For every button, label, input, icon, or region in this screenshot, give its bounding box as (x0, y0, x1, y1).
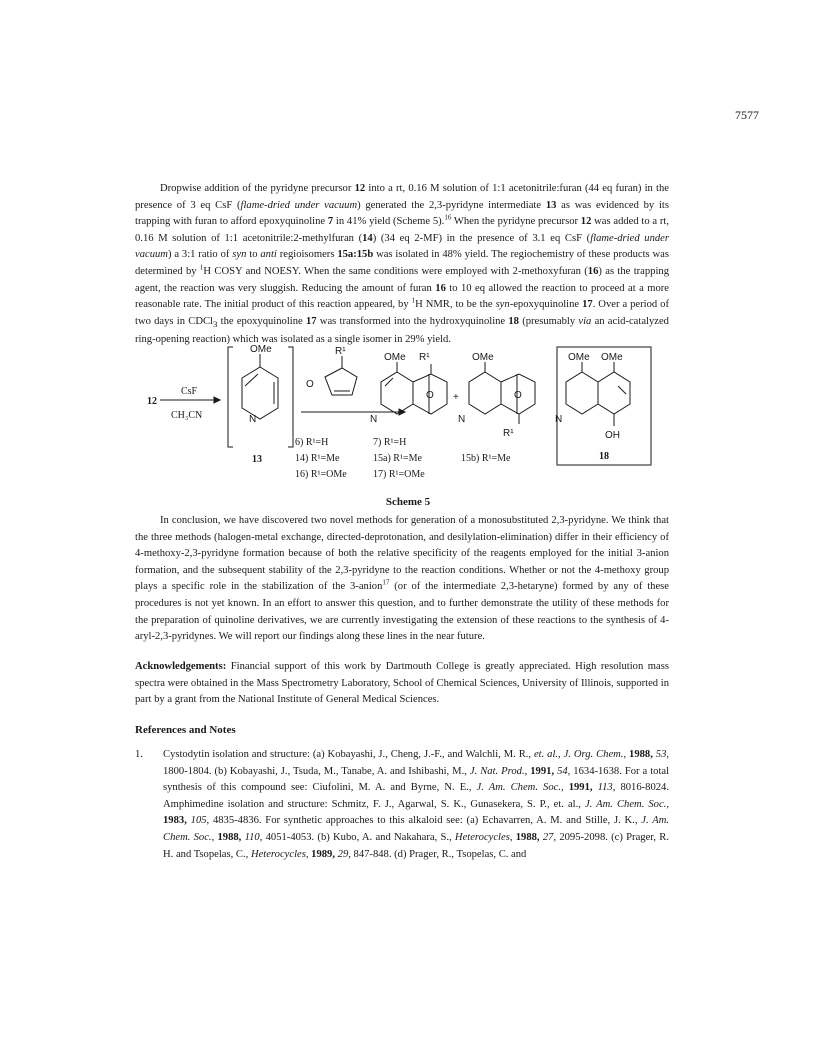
reagent-bottom: CH₃CN (171, 410, 203, 421)
reference-item (135, 747, 669, 863)
intermediate-label: 13 (252, 454, 262, 465)
o-syn: O (426, 390, 434, 401)
n-18: N (555, 414, 563, 425)
reference-number: 1. (135, 749, 143, 760)
plus-sign: + (453, 392, 459, 403)
scheme-caption: Scheme 5 (385, 496, 431, 508)
furan-label-3: 16) R¹=OMe (295, 469, 347, 480)
acknowledgements (135, 659, 669, 709)
o-furan: O (306, 379, 314, 390)
oh-18: OH (605, 430, 620, 441)
reaction-scheme-svg (135, 342, 675, 492)
body-paragraph-1: Dropwise addition of the pyridyne precursor 12 into a rt, 0.16 M solution of 1:1 acetonitrile:furan (44 eq furan) in the presence of 3 eq CsF (flame-dried under vacuum) generated the 2,3-pyridyne intermediate 13 as was evidenced by its trapping with furan to afford epoxyquinoline 7 in 41% yield (Scheme 5).$^{16}$ When the pyridyne precursor 12 was added to a rt, 0.16 M solution of 1:1 acetonitrile:2-methylfuran (14) (34 eq 2-MF) in the presence of 3.1 eq CsF (flame-dried under vacuum) a 3:1 ratio of syn to anti regioisomers 15a:15b was isolated in 48% yield. The regiochemistry of these products was determined by $^1$H COSY and NOESY. When the same conditions were employed with 2-methoxyfuran (16) as the trapping agent, the reaction was very sluggish. Reducing the amount of furan 16 to 10 eq allowed the reaction to proceed at a more reasonable rate. The initial product of this reaction appeared, by $^1$H NMR, to be the syn-epoxyquinoline 17. Over a period of two days in CDCl$_3$ the epoxyquinoline 17 was transformed into the hydroxyquinoline 18 (presumably via an acid-catalyzed ring-opening reaction) which was isolated as a single isomer in 29% yield. (135, 183, 670, 346)
anti-pyridine-ring (469, 372, 501, 414)
r1-furan: R¹ (335, 346, 346, 357)
r1-anti: R¹ (503, 428, 514, 439)
left-bracket (228, 347, 233, 447)
reactant-label: 12 (147, 396, 157, 407)
ome-anti: OMe (472, 352, 494, 363)
ome-18-left: OMe (568, 352, 590, 363)
anti-label: 15b) R¹=Me (461, 453, 511, 464)
r1-syn: R¹ (419, 352, 430, 363)
acknowledgements-label: Acknowledgements: (135, 661, 227, 672)
quinoline-ring-a (566, 372, 598, 414)
ome-13: OMe (250, 344, 272, 355)
furan-label-1: 6) R¹=H (295, 437, 329, 448)
product-18-label: 18 (599, 451, 609, 462)
page-number: 7577 (735, 108, 759, 122)
syn-label-3: 17) R¹=OMe (373, 469, 425, 480)
furan-label-2: 14) R¹=Me (295, 453, 340, 464)
body-paragraph-2: In conclusion, we have discovered two novel methods for generation of a monosubstituted 2,3-pyridyne. We think that the three methods (halogen-metal exchange, directed-deprotonation, and desilylation-elimination) differ in their efficiency of 4-methoxy-2,3-pyridyne formation because of both the relative specificity of the reagents employed for the initial 3-anion formation, and the subsequent stability of the 2,3-pyridyne to the reaction conditions. Whether or not the 4-methoxy group plays a specific role in the stabilization of the 3-anion$^{17}$ (or of the intermediate 2,3-hetaryne) formed by any of these procedures is not yet known. In an effort to answer this question, and to further demonstrate the utility of these methods for the preparation of quinoline derivatives, we are currently investigating the extension of these reactions to the synthesis of 4-aryl-2,3-pyridynes. We will report our findings along these lines in the near future. (135, 515, 669, 643)
syn-label-1: 7) R¹=H (373, 437, 407, 448)
ome-syn: OMe (384, 352, 406, 363)
reference-text: Cystodytin isolation and structure: (a) Kobayashi, J., Cheng, J.-F., and Walchli, M. R., et. al., J. Org. Chem., 1988, 53, 1800-1804. (b) Kobayashi, J., Tsuda, M., Tanabe, A. and Ishibashi, M., J. Nat. Prod., 1991, 54, 1634-1638. For a total synthesis of this compound see: Ciufolini, M. A. and Byrne, N. E., J. Am. Chem. Soc., 1991, 113, 8016-8024. Amphimedine isolation and structure: Schmitz, F. J., Agarwal, S. K., Gunasekera, S. P., et. al., J. Am. Chem. Soc., 1983, 105, 4835-4836. For synthetic approaches to this alkaloid see: (a) Echavarren, A. M. and Stille, J. K., J. Am. Chem. Soc., 1988, 110, 4051-4053. (b) Kubo, A. and Nakahara, S., Heterocycles, 1988, 27, 2095-2098. (c) Prager, R. H. and Tsopelas, C., Heterocycles, 1989, 29, 847-848. (d) Prager, R., Tsopelas, C. and (163, 749, 670, 860)
n-13: N (249, 414, 257, 425)
arrow-head-1 (214, 397, 220, 403)
pyridyne-ring (242, 367, 278, 419)
references-heading: References and Notes (135, 724, 236, 736)
o-anti: O (514, 390, 522, 401)
reagent-top: CsF (181, 386, 198, 397)
n-anti: N (458, 414, 466, 425)
product-18-box (557, 347, 651, 465)
syn-pyridine-ring (381, 372, 413, 414)
scheme-5-figure (135, 342, 675, 492)
syn-label-2: 15a) R¹=Me (373, 453, 422, 464)
right-bracket (288, 347, 293, 447)
ome-18-right: OMe (601, 352, 623, 363)
acknowledgements-text: Financial support of this work by Dartmouth College is greatly appreciated. High resolution mass spectra were obtained in the Mass Spectrometry Laboratory, School of Chemical Sciences, University of Illinois, supported in part by a grant from the National Institute of General Medical Sciences. (135, 661, 669, 706)
n-syn: N (370, 414, 378, 425)
